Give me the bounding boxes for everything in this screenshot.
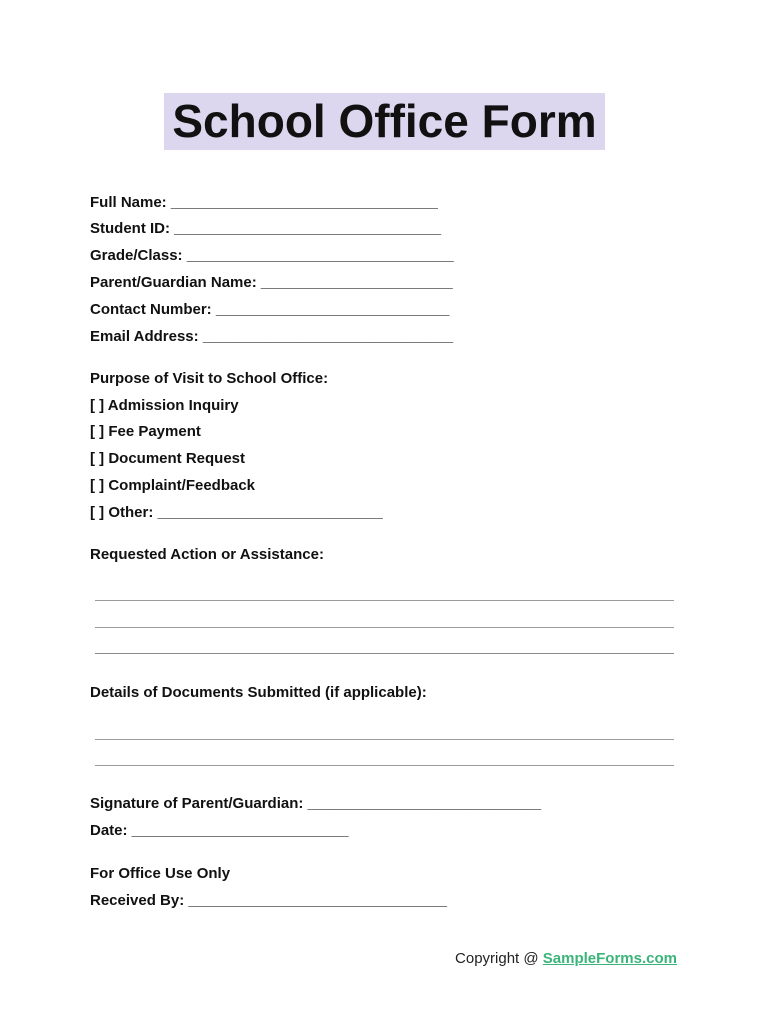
option-document-request[interactable]: [ ] Document Request (90, 450, 246, 467)
full-name-field[interactable]: Full Name: ________________________________ (90, 194, 438, 211)
page-title: School Office Form (172, 95, 597, 147)
requested-action-heading: Requested Action or Assistance: (90, 546, 324, 563)
signature-field[interactable]: Signature of Parent/Guardian: ____________________________ (90, 795, 542, 812)
option-admission-inquiry[interactable]: [ ] Admission Inquiry (90, 397, 239, 414)
documents-heading: Details of Documents Submitted (if applicable): (90, 684, 427, 701)
copyright-footer (455, 950, 677, 967)
date-field[interactable]: Date: __________________________ (90, 822, 349, 839)
option-other[interactable]: [ ] Other: ___________________________ (90, 504, 383, 521)
documents-line-1[interactable] (95, 739, 674, 740)
documents-line-2[interactable] (95, 765, 674, 766)
office-use-heading: For Office Use Only (90, 865, 231, 882)
contact-number-field[interactable]: Contact Number: ____________________________ (90, 301, 450, 318)
option-complaint-feedback[interactable]: [ ] Complaint/Feedback (90, 477, 256, 494)
requested-action-line-2[interactable] (95, 627, 674, 628)
copyright-text: Copyright @ (455, 950, 543, 967)
requested-action-line-3[interactable] (95, 653, 674, 654)
email-address-field[interactable]: Email Address: ______________________________ (90, 328, 454, 345)
purpose-heading: Purpose of Visit to School Office: (90, 370, 329, 387)
sampleforms-link[interactable]: SampleForms.com (542, 950, 677, 967)
title-highlight (164, 93, 605, 150)
requested-action-line-1[interactable] (95, 600, 674, 601)
option-fee-payment[interactable]: [ ] Fee Payment (90, 423, 201, 440)
student-id-field[interactable]: Student ID: ________________________________ (90, 220, 442, 237)
parent-guardian-name-field[interactable]: Parent/Guardian Name: _______________________ (90, 274, 453, 291)
received-by-field[interactable]: Received By: _______________________________ (90, 892, 447, 909)
grade-class-field[interactable]: Grade/Class: ________________________________ (90, 247, 454, 264)
